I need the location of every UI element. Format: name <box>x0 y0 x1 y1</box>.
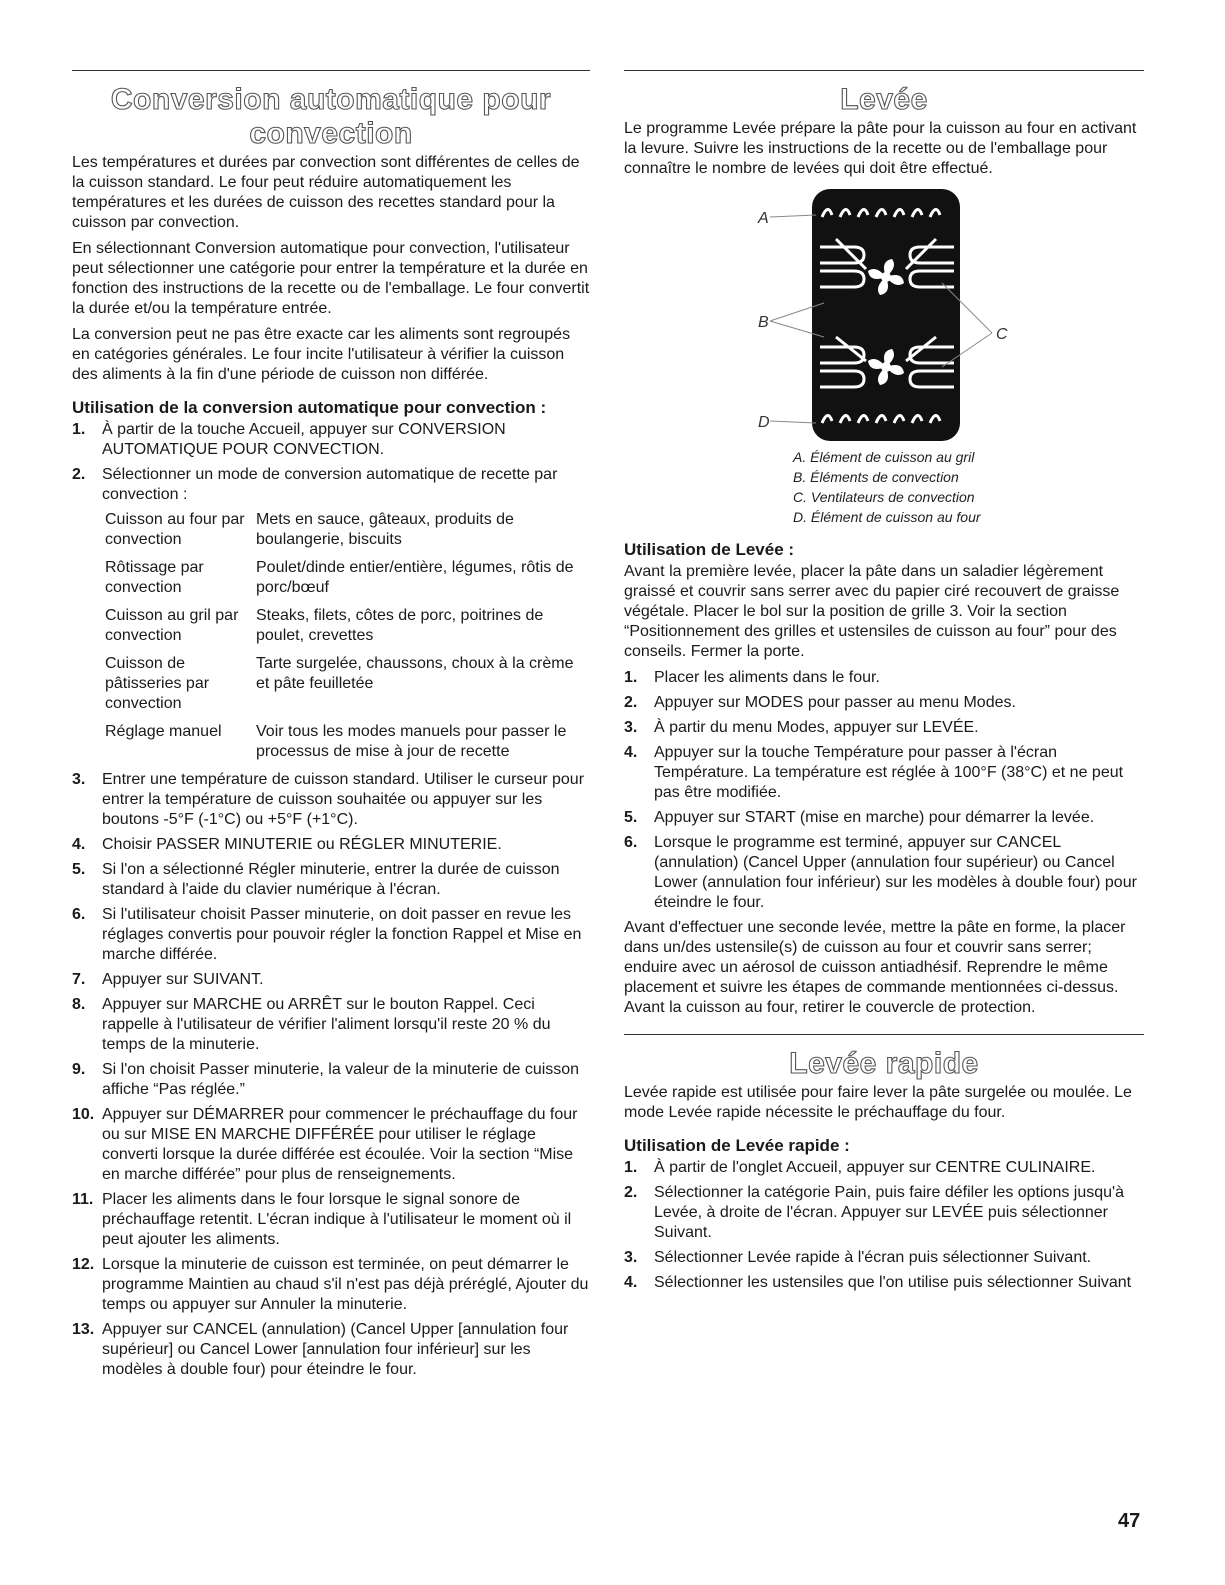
caption-item: A. Élément de cuisson au gril <box>793 449 975 465</box>
mode-name: Réglage manuel <box>105 723 222 740</box>
mode-name: Cuisson au gril par convection <box>105 607 239 644</box>
step-number: 2. <box>72 466 86 483</box>
step-item <box>72 420 590 460</box>
label-d: D <box>758 414 770 431</box>
step-text: À partir de la touche Accueil, appuyer sur CONVERSION AUTOMATIQUE POUR CONVECTION. <box>102 421 506 458</box>
step-number: 1. <box>624 669 638 686</box>
step-item <box>624 1183 1144 1243</box>
left-top-rule <box>72 70 590 71</box>
caption-item: C. Ventilateurs de convection <box>793 489 975 505</box>
step-number: 11. <box>72 1191 94 1208</box>
left-column <box>72 70 590 1385</box>
step-text: Appuyer sur START (mise en marche) pour démarrer la levée. <box>654 809 1095 826</box>
step-item <box>72 970 590 990</box>
proofing-steps-list <box>624 668 1144 913</box>
step-text: Lorsque le programme est terminé, appuyer sur CANCEL (annulation) (Cancel Upper (annulation four supérieur) ou Cancel Lower (annulation four inférieur) sur les modèles à double four) pour éteindre le four. <box>654 834 1137 911</box>
mode-description: Poulet/dinde entier/entière, légumes, rôtis de porc/bœuf <box>256 559 574 596</box>
step-item <box>624 833 1144 913</box>
step-number: 13. <box>72 1321 95 1338</box>
step-number: 5. <box>72 861 86 878</box>
step-text: Appuyer sur SUIVANT. <box>102 971 264 988</box>
step-number: 9. <box>72 1061 86 1078</box>
step-text: Appuyer sur MODES pour passer au menu Modes. <box>654 694 1016 711</box>
section-title-proofing: Levée <box>840 83 928 116</box>
paragraph: En sélectionnant Conversion automatique pour convection, l'utilisateur peut sélectionner une catégorie pour entrer la température et la durée en fonction des instructions de la recette ou de l'emballage. Le four convertit la durée et/ou la température entrée. <box>72 240 590 317</box>
step-item <box>72 1320 590 1380</box>
subheading-proofing-usage: Utilisation de Levée : <box>624 540 795 559</box>
step-number: 4. <box>72 836 86 853</box>
step-text: Si l'on a sélectionné Régler minuterie, entrer la durée de cuisson standard à l'aide du clavier numérique à l'écran. <box>102 861 560 898</box>
section-title-convection-conversion: Conversion automatique pour convection <box>110 83 552 150</box>
step-number: 12. <box>72 1256 95 1273</box>
step-item <box>72 1060 590 1100</box>
step-number: 4. <box>624 744 638 761</box>
right-column <box>624 70 1144 1298</box>
step-number: 7. <box>72 971 86 988</box>
step-text: À partir de l'onglet Accueil, appuyer sur CENTRE CULINAIRE. <box>654 1159 1096 1176</box>
mode-row <box>105 606 590 646</box>
step-item <box>72 465 590 505</box>
paragraph: Les températures et durées par convection sont différentes de celles de la cuisson standard. Le four peut réduire automatiquement les températures et les durées de cuisson des recettes standard pour la cuisson par convection. <box>72 154 580 231</box>
paragraph: Avant d'effectuer une seconde levée, mettre la pâte en forme, la placer dans un/des ustensile(s) de cuisson au four et couvrir sans serrer; enduire avec un aérosol de cuisson antiadhésif. Reprendre le même placement et suivre les étapes de commande mentionnées ci-dessus. Avant la cuisson au four, retirer le couvercle de protection. <box>624 919 1126 1016</box>
label-a: A <box>758 210 769 227</box>
step-item <box>72 1105 590 1185</box>
mode-name: Rôtissage par convection <box>105 559 204 596</box>
mode-name: Cuisson de pâtisseries par convection <box>105 655 210 712</box>
step-number: 6. <box>624 834 638 851</box>
step-text: Sélectionner Levée rapide à l'écran puis sélectionner Suivant. <box>654 1249 1092 1266</box>
paragraph: Levée rapide est utilisée pour faire lever la pâte surgelée ou moulée. Le mode Levée rapide nécessite le préchauffage du four. <box>624 1084 1132 1121</box>
step-text: Placer les aliments dans le four lorsque le signal sonore de préchauffage retentit. L'écran indique à l'utilisateur le moment où il peut ajouter les aliments. <box>102 1191 572 1248</box>
modes-table <box>105 510 590 762</box>
step-item <box>624 743 1144 803</box>
rapid-proofing-steps-list <box>624 1158 1144 1293</box>
step-text: Si l'utilisateur choisit Passer minuterie, on doit passer en revue les réglages convertis pour pouvoir régler la fonction Rappel et Mise en marche différée. <box>102 906 582 963</box>
caption-item: D. Élément de cuisson au four <box>793 509 981 525</box>
step-item <box>72 995 590 1055</box>
step-item <box>624 1273 1144 1293</box>
step-text: Appuyer sur MARCHE ou ARRÊT sur le bouton Rappel. Ceci rappelle à l'utilisateur de vérifier l'aliment lorsqu'il reste 20 % du temps de la minuterie. <box>102 996 551 1053</box>
step-text: Placer les aliments dans le four. <box>654 669 880 686</box>
step-number: 2. <box>624 1184 638 1201</box>
step-number: 6. <box>72 906 86 923</box>
section-title-rapid-proofing: Levée rapide <box>789 1047 979 1080</box>
paragraph: La conversion peut ne pas être exacte car les aliments sont regroupés en catégories générales. Le four incite l'utilisateur à vérifier la cuisson des aliments à la fin d'une période de cuisson non différée. <box>72 326 571 383</box>
step-item <box>624 668 1144 688</box>
step-number: 10. <box>72 1106 95 1123</box>
step-item <box>72 835 590 855</box>
step-item <box>72 770 590 830</box>
step-item <box>624 808 1144 828</box>
oven-diagram-svg <box>624 187 1144 447</box>
oven-back-panel <box>812 189 960 441</box>
step-text: À partir du menu Modes, appuyer sur LEVÉE. <box>654 719 979 736</box>
right-top-rule <box>624 70 1144 71</box>
step-text: Appuyer sur DÉMARRER pour commencer le préchauffage du four ou sur MISE EN MARCHE DIFFÉRÉE pour utiliser le réglage converti lorsque la durée différée est écoulée. Voir la section “Mise en marche différée” pour plus de renseignements. <box>102 1106 578 1183</box>
step-number: 3. <box>72 771 86 788</box>
steps-list-b <box>72 770 590 1380</box>
step-item <box>624 718 1144 738</box>
step-text: Lorsque la minuterie de cuisson est terminée, on peut démarrer le programme Maintien au chaud s'il n'est pas déjà préréglé, Ajouter du temps ou appuyer sur Annuler la minuterie. <box>102 1256 589 1313</box>
step-text: Appuyer sur CANCEL (annulation) (Cancel Upper [annulation four supérieur] ou Cancel Lower [annulation four inférieur] sur les modèles à double four) pour éteindre le four. <box>102 1321 569 1378</box>
caption-item: B. Éléments de convection <box>793 469 959 485</box>
mode-description: Tarte surgelée, chaussons, choux à la crème et pâte feuilletée <box>256 655 574 692</box>
mode-row <box>105 510 590 550</box>
paragraph: Avant la première levée, placer la pâte dans un saladier légèrement graissé et couvrir sans serrer avec du papier ciré recouvert de graisse végétale. Placer le bol sur la position de grille 3. Voir la section “Positionnement des grilles et ustensiles de cuisson au four” pour des conseils. Fermer la porte. <box>624 563 1120 660</box>
step-text: Entrer une température de cuisson standard. Utiliser le curseur pour entrer la température de cuisson souhaitée ou appuyer sur les boutons -5°F (-1°C) ou +5°F (+1°C). <box>102 771 585 828</box>
subheading-convection-usage: Utilisation de la conversion automatique pour convection : <box>72 398 547 417</box>
step-text: Sélectionner les ustensiles que l'on utilise puis sélectionner Suivant <box>654 1274 1132 1291</box>
label-c: C <box>996 326 1008 343</box>
step-number: 8. <box>72 996 86 1013</box>
mode-row <box>105 722 590 762</box>
step-number: 2. <box>624 694 638 711</box>
figure-captions <box>793 447 1144 527</box>
step-item <box>624 1158 1144 1178</box>
step-text: Appuyer sur la touche Température pour passer à l'écran Température. La température est réglée à 100°F (38°C) et ne peut pas être modifiée. <box>654 744 1124 801</box>
oven-element-diagram <box>624 187 1144 447</box>
mode-description: Mets en sauce, gâteaux, produits de boulangerie, biscuits <box>256 511 514 548</box>
mode-name: Cuisson au four par convection <box>105 511 245 548</box>
subheading-rapid-proofing-usage: Utilisation de Levée rapide : <box>624 1136 850 1155</box>
step-text: Choisir PASSER MINUTERIE ou RÉGLER MINUTERIE. <box>102 836 502 853</box>
mode-description: Steaks, filets, côtes de porc, poitrines de poulet, crevettes <box>256 607 544 644</box>
rapid-proof-rule <box>624 1034 1144 1035</box>
mode-description: Voir tous les modes manuels pour passer le processus de mise à jour de recette <box>256 723 567 760</box>
label-b: B <box>758 314 769 331</box>
step-number: 1. <box>624 1159 638 1176</box>
step-item <box>72 1190 590 1250</box>
paragraph: Le programme Levée prépare la pâte pour la cuisson au four en activant la levure. Suivre les instructions de la recette ou de l'emballage pour connaître le nombre de levées qui doit être effectué. <box>624 120 1137 177</box>
mode-row <box>105 558 590 598</box>
step-item <box>72 905 590 965</box>
step-item <box>624 1248 1144 1268</box>
step-text: Si l'on choisit Passer minuterie, la valeur de la minuterie de cuisson affiche “Pas réglée.” <box>102 1061 580 1098</box>
mode-row <box>105 654 590 714</box>
step-text: Sélectionner un mode de conversion automatique de recette par convection : <box>102 466 558 503</box>
step-text: Sélectionner la catégorie Pain, puis faire défiler les options jusqu'à Levée, à droite de l'écran. Appuyer sur LEVÉE puis sélectionner Suivant. <box>654 1184 1124 1241</box>
steps-list-a <box>72 420 590 505</box>
step-number: 5. <box>624 809 638 826</box>
step-number: 3. <box>624 719 638 736</box>
step-number: 4. <box>624 1274 638 1291</box>
step-number: 3. <box>624 1249 638 1266</box>
step-item <box>72 860 590 900</box>
step-item <box>624 693 1144 713</box>
step-number: 1. <box>72 421 86 438</box>
step-item <box>72 1255 590 1315</box>
page-number: 47 <box>1118 1510 1141 1532</box>
